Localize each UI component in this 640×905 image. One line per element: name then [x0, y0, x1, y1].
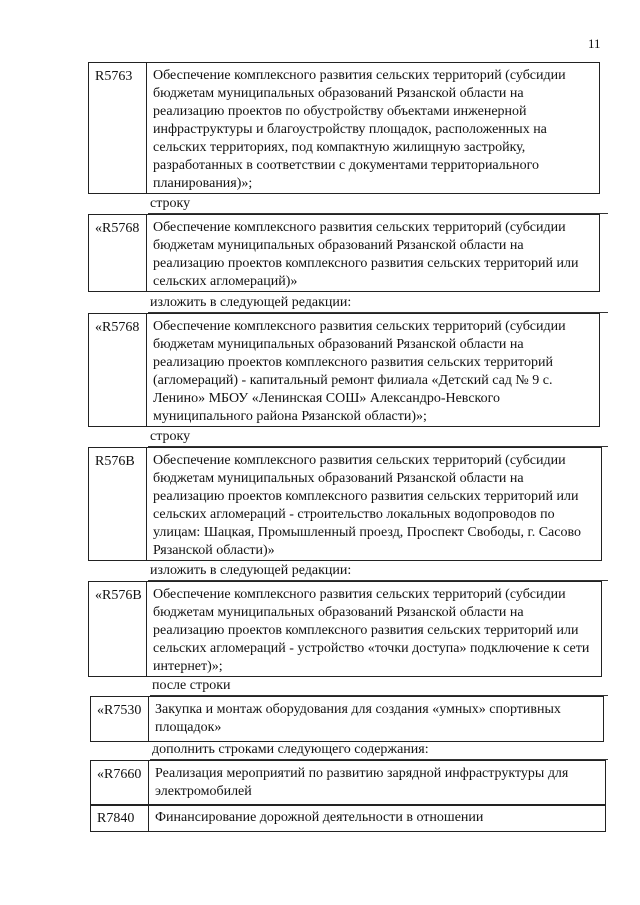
table-row	[90, 804, 606, 832]
row-code: «R576B	[89, 582, 147, 676]
row-code: «R5768	[89, 314, 147, 426]
row-code: R5763	[89, 63, 147, 193]
row-code: «R7660	[91, 761, 149, 805]
instruction-text: после строки	[152, 678, 231, 693]
row-text: Обеспечение комплексного развития сельских территорий (субсидии бюджетам муниципальных образований Рязанской области на реализацию проектов комплексного развития сельских территорий или сельских агломераций - устройство «точки доступа» подключение к сети интернет)»;	[153, 587, 590, 674]
table-row	[88, 214, 600, 292]
row-text: Реализация мероприятий по развитию зарядной инфраструктуры для электромобилей	[155, 766, 569, 799]
row-text: Закупка и монтаж оборудования для создания «умных» спортивных площадок»	[155, 702, 561, 735]
row-text: Обеспечение комплексного развития сельских территорий (субсидии бюджетам муниципальных образований Рязанской области на реализацию проектов по обустройству объектами инженерной инфраструктуры и благоустройству площадок, расположенных на сельских территориях, под компактную жилищную застройку, разработанных в соответствии с документами территориального планирования)»;	[153, 68, 566, 191]
row-text: Обеспечение комплексного развития сельских территорий (субсидии бюджетам муниципальных образований Рязанской области на реализацию проектов комплексного развития сельских территорий или сельских агломераций)»	[153, 220, 579, 289]
row-text: Обеспечение комплексного развития сельских территорий (субсидии бюджетам муниципальных образований Рязанской области на реализацию проектов комплексного развития сельских территорий (агломераций) - капитальный ремонт филиала «Детский сад № 9 с. Ленино» МБОУ «Ленинская СОШ» Александро-Невского муниципального района Рязанской области)»;	[153, 319, 566, 424]
instruction-text: строку	[150, 429, 191, 444]
row-code: R576B	[89, 448, 147, 560]
row-code: «R7530	[91, 697, 149, 741]
table-row	[90, 760, 606, 806]
table-row	[90, 696, 604, 742]
instruction-text: изложить в следующей редакции:	[150, 563, 352, 578]
instruction-text: дополнить строками следующего содержания:	[152, 742, 429, 757]
row-code: «R5768	[89, 215, 147, 291]
row-text: Финансирование дорожной деятельности в отношении	[155, 810, 484, 825]
instruction-text: строку	[150, 196, 191, 211]
table-row	[88, 447, 602, 561]
table-row	[88, 313, 600, 427]
table-row	[88, 581, 602, 677]
table-row	[88, 62, 600, 194]
row-text: Обеспечение комплексного развития сельских территорий (субсидии бюджетам муниципальных образований Рязанской области на реализацию проектов комплексного развития сельских территорий или сельских агломераций - строительство локальных водопроводов по улицам: Шацкая, Промышленный проезд, Проспект Свободы, г. Сасово Рязанской области)»	[153, 453, 581, 558]
row-code: R7840	[91, 805, 149, 831]
instruction-text: изложить в следующей редакции:	[150, 295, 352, 310]
page-number: 11	[588, 36, 601, 51]
